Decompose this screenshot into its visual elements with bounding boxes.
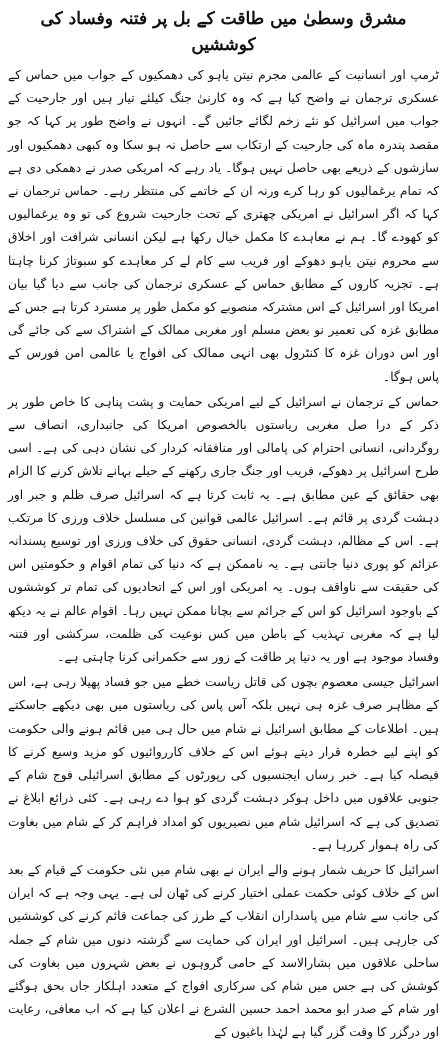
article-paragraph-1: ٹرمپ اور انسانیت کے عالمی مجرم نیتن یاہو کی دھمکیوں کے جواب میں حماس کے عسکری ترجمان نے واضح کیا ہے کہ وہ کارنیٰ جنگ کیلئے تیار ہیں اور جارحیت کے جواب میں اسرائیل کو نئے زخم لگائے جائیں گے۔ انہوں نے واضح طور پر کہا کہ جو مقصد پندرہ ماہ کی جارحیت کے ارتکاب سے حاصل نہ ہو سکا وہ کبھی دھمکیوں اور سازشوں کے ذریعے بھی حاصل نہیں ہوگا۔ یاد رہے کہ امریکی صدر نے دھمکی دی ہے کہ تمام یرغمالیوں کو رہا کرے ورنہ ان کے خاتمے کی منتظر رہے۔ حماس ترجمان نے کہا کہ اگر اسرائیل نے امریکی چھتری کے تحت جارحیت شروع کی تو وہ یرغمالیوں کو کھودے گا۔ ہم نے معاہدے کا مکمل خیال رکھا ہے لیکن انسانی شرافت اور اخلاق سے محروم نیتن یاہو دھوکے اور فریب سے کام لے کر معاہدے کو سبوتاژ کرنا چاہتا ہے۔ تجزیہ کاروں کے مطابق حماس کے عسکری ترجمان کی جانب سے دیا گیا بیان امریکا اور اسرائیل کے اس مشترکہ منصوبے کو مکمل طور پر مسترد کرتا ہے جس کے مطابق غزہ کی تعمیر نو بعض مسلم اور مغربی ممالک کے اشتراک سے کی جائے گی اور اس دوران غزہ کا کنٹرول بھی انہی ممالک کی افواج یا عالمی امن فورس کے پاس ہوگا۔ xyxy=(8,68,439,384)
article-paragraph-2: حماس کے ترجمان نے اسرائیل کے لیے امریکی حمایت و پشت پناہی کا خاص طور پر ذکر کے درا صل مغربی ریاستوں بالخصوص امریکا کی جانبداری، انصاف سے روگردانی، انسانی احترام کی پامالی اور منافقانہ کردار کی نشان دہی کی ہے۔ اسی طرح اسرائیل پر دھوکے، فریب اور جنگ جاری رکھنے کے حیلے بہانے تلاش کرنے کا الزام بھی حقائق کے عین مطابق ہے۔ یہ ثابت کرتا ہے کہ اسرائیل صرف ظلم و جبر اور دہشت گردی پر قائم ہے۔ اسرائیل عالمی قوانین کی مسلسل خلاف ورزی کا مرتکب ہے۔ اس کے مظالم، دہشت گردی، انسانی حقوق کی خلاف ورزی اور توسیع پسندانہ عزائم کو پوری دنیا جانتی ہے۔ یہ ناممکن ہے کہ دنیا کی تمام اقوام و حکومتیں اس کی حقیقت سے ناواقف ہوں۔ یہ امریکی اور اس کے اتحادیوں کی تمام تر کوششوں کے باوجود اسرائیل کو اس کے جرائم سے بچانا ممکن نہیں رہا۔ اقوام عالم نے یہ دیکھ لیا ہے کہ مغربی تہذیب کے باطن میں کس نوعیت کی ظلمت، سرکشی اور فتنہ وفساد موجود ہے اور یہ دنیا پر طاقت کے زور سے حکمرانی کرنا چاہتی ہے۔ xyxy=(8,394,439,665)
article-paragraph-3: اسرائیل جیسی معصوم بچوں کی قاتل ریاست خطے میں جو فساد پھیلا رہی ہے، اس کے مظاہر صرف غزہ ہی نہیں بلکہ آس پاس کی ریاستوں میں بھی دیکھے جاسکتے ہیں۔ اطلاعات کے مطابق اسرائیل نے شام میں حال ہی میں قائم ہونے والی حکومت کو اپنے لیے خطرہ قرار دیتے ہوئے اس کے خلاف کارروائیوں کو مزید وسیع کرنے کا فیصلہ کیا ہے۔ خبر رساں ایجنسیوں کی رپورٹوں کے مطابق اسرائیلی فوج شام کے جنوبی علاقوں میں داخل ہوکر دہشت گردی کو ہوا دے رہی ہے۔ کئی ذرائع ابلاغ نے تصدیق کی ہے کہ اسرائیل شام میں نصیریوں کو امداد فراہم کر کے شام میں بغاوت کی راہ ہموار کررہا ہے۔ xyxy=(8,675,439,852)
article-paragraph-4: اسرائیل کا حریف شمار ہونے والے ایران نے بھی شام میں نئی حکومت کے قیام کے بعد اس کے خلاف کوئی حکمت عملی اختیار کرنے کی ٹھان لی ہے۔ یہی وجہ ہے کہ ایران کی جانب سے شام میں پاسداران انقلاب کے طرز کی جماعت قائم کرنے کی کوششیں کی جارہی ہیں۔ اسرائیل اور ایران کی حمایت سے گزشتہ دنوں میں شام کے جملہ ساحلی علاقوں میں بشارالاسد کے حامی گروہوں نے بعض شہروں میں بغاوت کی کوشش کی ہے جس میں شام کی سرکاری افواج کے متعدد اہلکار جاں بحق ہوگئے اور شام کے صدر ابو محمد احمد حسین الشرع نے اعلان کیا ہے کہ اب معافی، رعایت اور درگزر کا وقت گزر گیا ہے لہٰذا باغیوں کے xyxy=(8,862,439,1040)
article-title: مشرق وسطیٰ میں طاقت کے بل پر فتنہ وفساد کی کوششیں xyxy=(40,9,407,55)
